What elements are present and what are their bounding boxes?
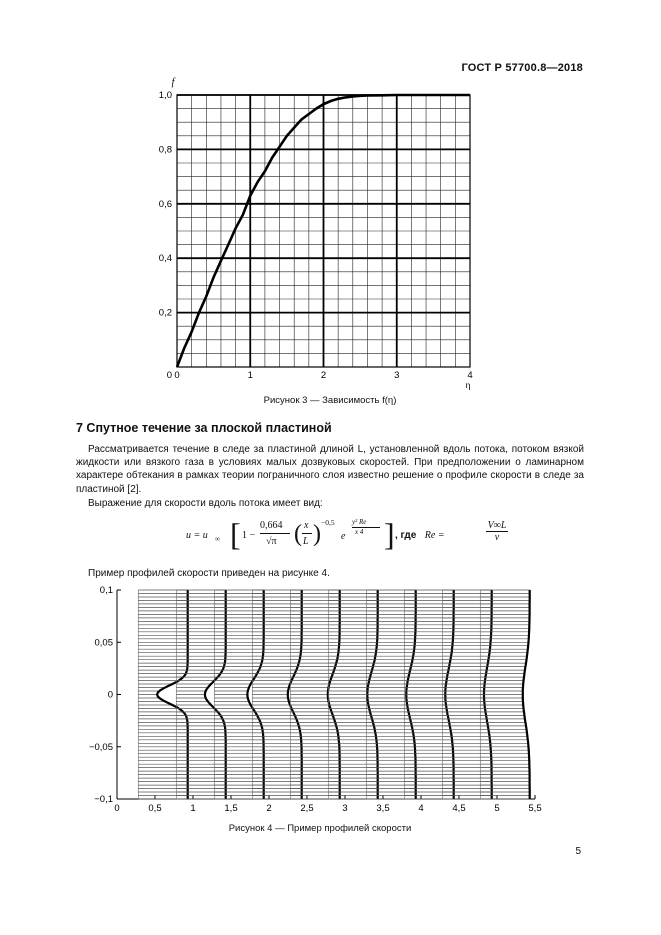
formula-power: −0,5 (321, 518, 335, 527)
page-number: 5 (575, 846, 581, 857)
where-label: , где (395, 530, 417, 541)
x-tick-label: 2 (266, 803, 272, 814)
formula-sqrtpi: √π (266, 536, 277, 547)
formula-one: 1 − (242, 530, 256, 541)
figure-3-caption: Рисунок 3 — Зависимость f(η) (263, 395, 397, 406)
y-tick-label: 0,8 (158, 144, 172, 156)
x-tick-label: 1,5 (224, 803, 238, 814)
x-axis-label: η (465, 381, 471, 391)
figure-4-caption: Рисунок 4 — Пример профилей скорости (228, 823, 412, 834)
formula-exp-num: y² Re (352, 518, 367, 526)
x-tick-label: 0,5 (148, 803, 162, 814)
formula-lhs: u = u (186, 530, 208, 541)
formula-e: e (341, 531, 346, 542)
bracket-left: [ (230, 516, 241, 552)
y-tick-label: 0,2 (158, 307, 172, 319)
y-tick-label: 0 (107, 689, 113, 701)
y-tick-label: 0,05 (94, 637, 113, 649)
origin-label: 0 (166, 370, 172, 381)
x-tick-label: 4 (418, 803, 424, 814)
y-tick-label: 1,0 (158, 90, 172, 101)
y-tick-label: −0,1 (94, 794, 113, 805)
x-tick-label: 3 (342, 803, 348, 814)
x-tick-label: 1 (247, 370, 253, 381)
y-tick-label: −0,05 (88, 741, 113, 753)
x-tick-label: 4,5 (452, 803, 466, 814)
x-tick-label: 5,5 (528, 803, 542, 814)
bracket-right: ] (384, 516, 395, 552)
y-tick-label: 0,1 (99, 585, 113, 596)
formula-x: x (304, 520, 309, 531)
paragraph-2: Выражение для скорости вдоль потока имеет вид: (88, 498, 323, 509)
x-tick-label: 3 (394, 370, 400, 381)
re-numerator: V∞L (487, 520, 507, 531)
formula-coef: 0,664 (260, 520, 283, 531)
re-denominator: ν (486, 531, 508, 543)
y-tick-label: 0,6 (158, 198, 172, 210)
paren-left: ( (294, 521, 302, 547)
formula-L: L (303, 536, 309, 547)
y-axis-label: f (171, 77, 175, 88)
section-heading: 7 Спутное течение за плоской пластиной (76, 421, 332, 435)
x-tick-label: 1 (190, 803, 196, 814)
x-tick-label: 4 (467, 370, 473, 381)
formula-inf: ∞ (215, 535, 220, 543)
x-tick-label: 0 (174, 370, 180, 381)
paragraph-1: Рассматривается течение в следе за пластиной длиной L, установленной вдоль потока, потоком вязкой жидкости или вязкого газа в условиях малых дозвуковых скоростей. При предположении о ламинарном характере обтекания в рамках теории пограничного слоя известно решение о профиле скорости в следе за пластиной [2]. (76, 444, 584, 495)
re-label: Re = (424, 530, 445, 541)
x-tick-label: 3,5 (376, 803, 390, 814)
paren-right: ) (313, 521, 321, 547)
document-header: ГОСТ Р 57700.8—2018 (461, 62, 583, 74)
formula-exp-den: x 4 (355, 528, 364, 536)
y-tick-label: 0,4 (158, 253, 172, 265)
x-tick-label: 2,5 (300, 803, 314, 814)
paragraph-3: Пример профилей скорости приведен на рисунке 4. (88, 568, 330, 579)
x-tick-label: 0 (114, 803, 120, 814)
x-tick-label: 2 (320, 370, 327, 381)
x-tick-label: 5 (494, 803, 500, 814)
